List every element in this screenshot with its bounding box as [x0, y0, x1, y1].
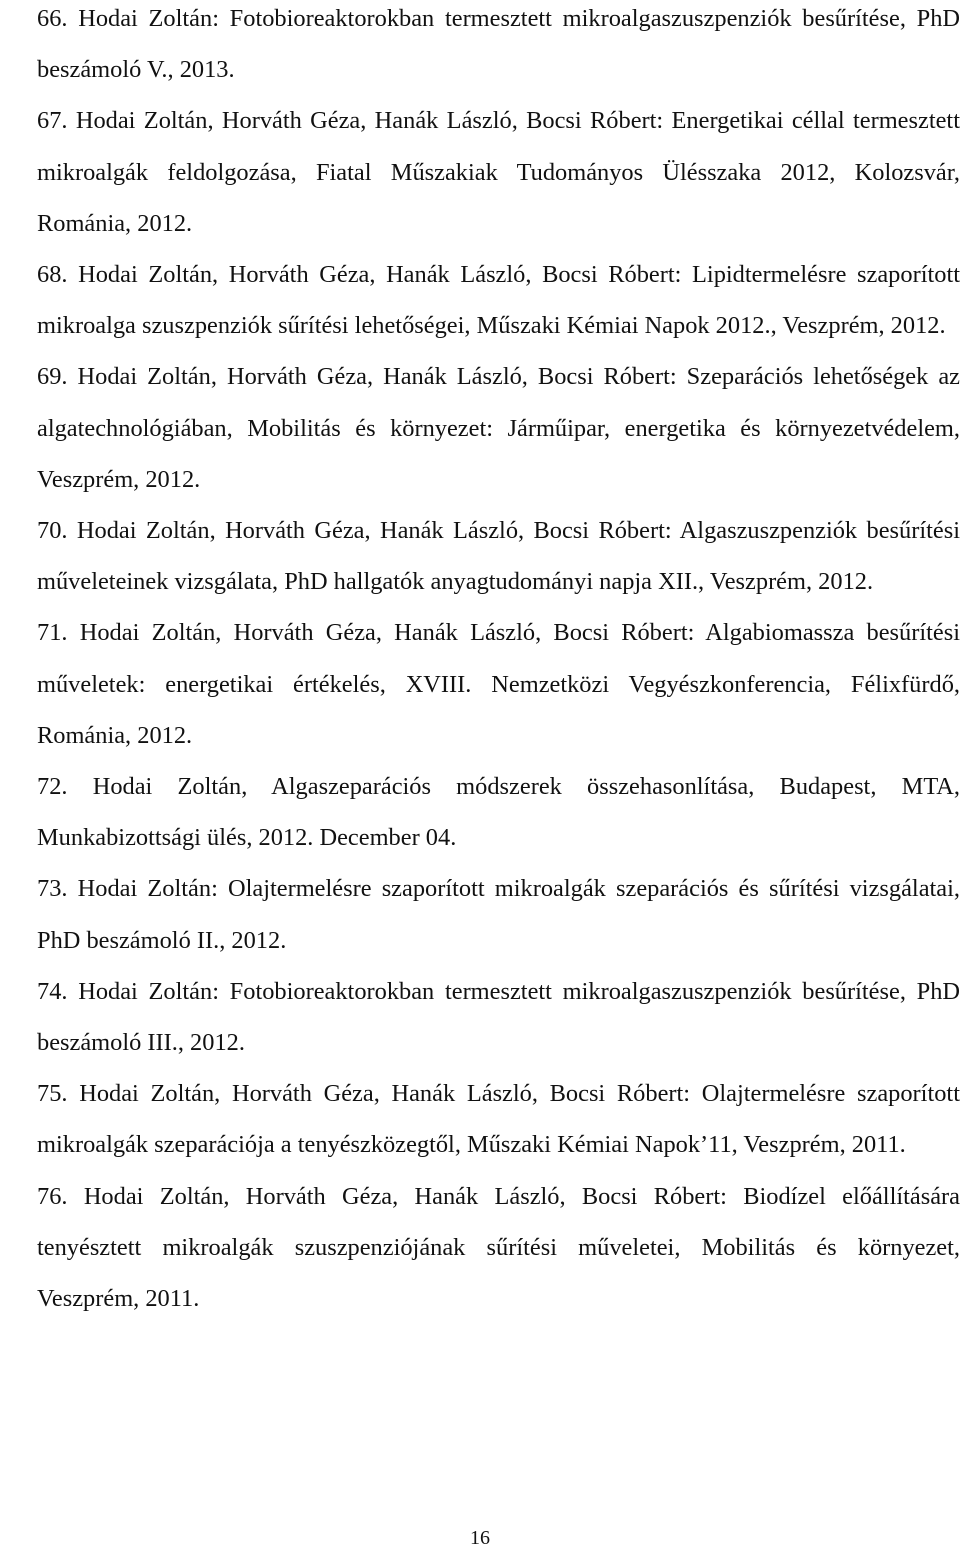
reference-number: 76.: [37, 1182, 68, 1210]
reference-number: 67.: [37, 107, 68, 135]
reference-item: [37, 966, 960, 1068]
reference-text: Hodai Zoltán, Algaszeparációs módszerek összehasonlítása, Budapest, MTA, Munkabizottsági ülés, 2012. December 04.: [37, 773, 960, 852]
reference-number: 73.: [37, 875, 68, 903]
reference-number: 75.: [37, 1080, 68, 1108]
reference-number: 68.: [37, 261, 68, 289]
reference-text: Hodai Zoltán, Horváth Géza, Hanák László, Bocsi Róbert: Biodízel előállítására tenyésztett mikroalgák szuszpenziójának sűrítési műveletei, Mobilitás és környezet, Veszprém, 2011.: [37, 1182, 960, 1313]
reference-item: [37, 761, 960, 863]
reference-number: 69.: [37, 363, 68, 391]
reference-item: [37, 95, 960, 249]
reference-text: Hodai Zoltán, Horváth Géza, Hanák László, Bocsi Róbert: Energetikai céllal termesztett mikroalgák feldolgozása, Fiatal Műszakiak Tudományos Ülésszaka 2012, Kolozsvár, Románia, 2012.: [37, 107, 960, 237]
reference-text: Hodai Zoltán, Horváth Géza, Hanák László, Bocsi Róbert: Lipidtermelésre szaporított mikroalga szuszpenziók sűrítési lehetőségei, Műszaki Kémiai Napok 2012., Veszprém, 2012.: [37, 261, 960, 340]
reference-text: Hodai Zoltán, Horváth Géza, Hanák László, Bocsi Róbert: Szeparációs lehetőségek az algatechnológiában, Mobilitás és környezet: Járműipar, energetika és környezetvédelem, Veszprém, 2012.: [37, 363, 960, 493]
reference-text: Hodai Zoltán: Olajtermelésre szaporított mikroalgák szeparációs és sűrítési vizsgálatai, PhD beszámoló II., 2012.: [37, 875, 960, 954]
reference-item: [37, 249, 960, 351]
reference-number: 66.: [37, 5, 68, 32]
reference-text: Hodai Zoltán, Horváth Géza, Hanák László, Bocsi Róbert: Algabiomassza besűrítési műveletek: energetikai értékelés, XVIII. Nemzetközi Vegyészkonferencia, Félixfürdő, Románia, 2012.: [37, 619, 960, 749]
page-number: 16: [470, 1527, 490, 1549]
reference-text: Hodai Zoltán, Horváth Géza, Hanák László, Bocsi Róbert: Algaszuszpenziók besűrítési műveleteinek vizsgálata, PhD hallgatók anyagtudományi napja XII., Veszprém, 2012.: [37, 517, 960, 596]
reference-number: 71.: [37, 619, 68, 647]
reference-number: 74.: [37, 977, 68, 1005]
reference-list: [37, 0, 960, 1324]
reference-number: 70.: [37, 517, 68, 545]
reference-item: [37, 0, 960, 95]
reference-item: [37, 351, 960, 505]
reference-item: [37, 505, 960, 607]
reference-number: 72.: [37, 773, 68, 801]
reference-item: [37, 1171, 960, 1325]
reference-text: Hodai Zoltán: Fotobioreaktorokban termesztett mikroalgaszuszpenziók besűrítése, PhD beszámoló V., 2013.: [37, 5, 960, 84]
reference-item: [37, 607, 960, 761]
reference-item: [37, 1068, 960, 1170]
reference-text: Hodai Zoltán: Fotobioreaktorokban termesztett mikroalgaszuszpenziók besűrítése, PhD beszámoló III., 2012.: [37, 977, 960, 1057]
reference-item: [37, 863, 960, 965]
reference-text: Hodai Zoltán, Horváth Géza, Hanák László, Bocsi Róbert: Olajtermelésre szaporított mikroalgák szeparációja a tenyészközegtől, Műszaki Kémiai Napok’11, Veszprém, 2011.: [37, 1080, 960, 1159]
